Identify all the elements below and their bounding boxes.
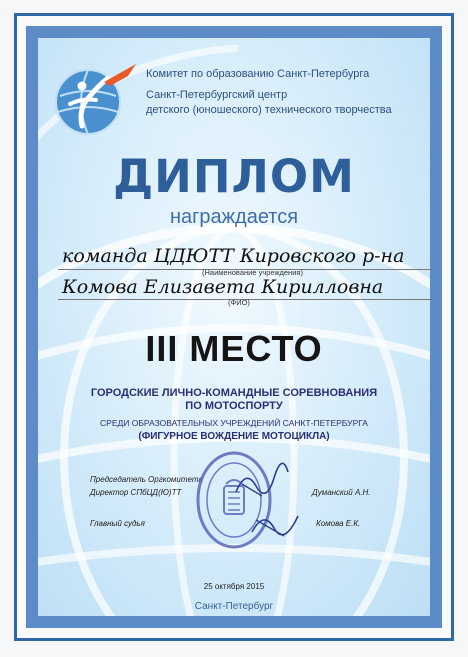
- competition-line-1: ГОРОДСКИЕ ЛИЧНО-КОМАНДНЫЕ СОРЕВНОВАНИЯ: [90, 387, 378, 399]
- diploma-subtitle: награждается: [169, 206, 299, 228]
- institution-hint: (Наименование учреждения): [202, 268, 303, 277]
- judge-name: Комова Е.К.: [316, 519, 361, 528]
- judge-signature-icon: [248, 506, 302, 542]
- competition-line-2: ПО МОТОСПОРТУ: [185, 400, 283, 412]
- chair-name: Думанский А.Н.: [312, 488, 371, 497]
- chair-signature-icon: [232, 462, 290, 502]
- competition-line-3: СРЕДИ ОБРАЗОВАТЕЛЬНЫХ УЧРЕЖДЕНИЙ САНКТ-ПЕТЕРБУРГА: [100, 418, 368, 428]
- name-value: Комова Елизавета Кирилловна: [62, 276, 384, 298]
- chair-title-1: Председатель Оргкомитета: [90, 475, 203, 484]
- diploma-date: 25 октября 2015: [203, 582, 265, 591]
- diploma-city: Санкт-Петербург: [194, 601, 274, 612]
- diploma-title: ДИПЛОМ: [113, 150, 355, 203]
- org-line-1: Комитет по образованию Санкт-Петербурга: [146, 68, 370, 80]
- chair-title-2: Директор СПбЦД(Ю)ТТ: [90, 488, 182, 497]
- center-logo-icon: [52, 56, 138, 142]
- competition-line-4: (ФИГУРНОЕ ВОЖДЕНИЕ МОТОЦИКЛА): [138, 431, 330, 442]
- name-hint: (ФИО): [228, 298, 250, 307]
- judge-title: Главный судья: [90, 519, 145, 528]
- institution-value: команда ЦДЮТТ Кировского р-на: [62, 245, 405, 267]
- org-line-3: детского (юношеского) технического творчества: [146, 104, 392, 116]
- place-title: III МЕСТО: [145, 328, 323, 369]
- org-line-2: Санкт-Петербургский центр: [146, 89, 288, 101]
